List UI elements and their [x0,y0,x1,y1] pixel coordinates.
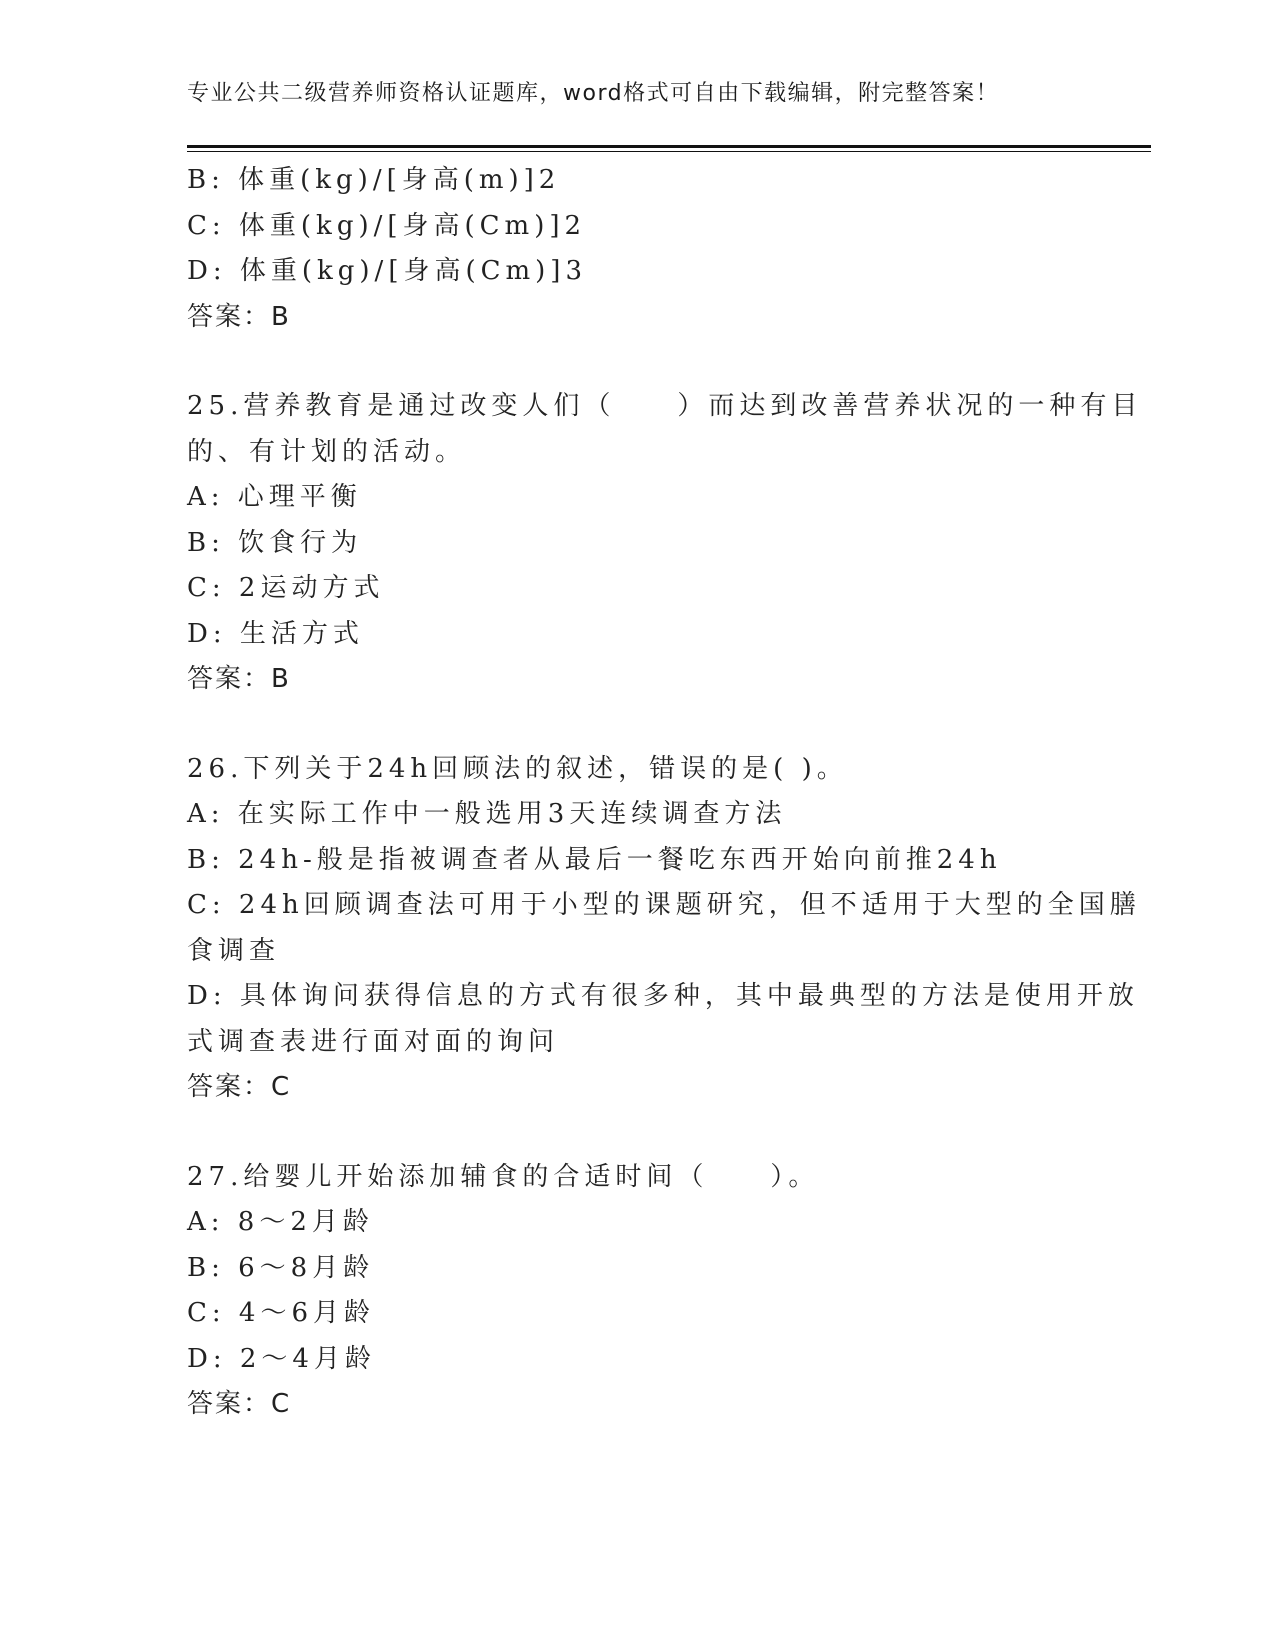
header-rule-thick [187,145,1151,148]
option-b: B: 饮食行为 [187,527,363,558]
page-header-text: 专业公共二级营养师资格认证题库，word格式可自由下载编辑，附完整答案！ [187,81,1000,106]
question-25 [187,384,1143,703]
header-rule-thin [187,151,1151,152]
answer-line: 答案：C [187,1389,292,1419]
option-d: D: 生活方式 [187,618,364,649]
question-26 [187,747,1141,1111]
option-d: D: 体重(kg)/[身高(Cm)]3 [187,256,587,286]
option-c: C: 24h回顾调查法可用于小型的课题研究，但不适用于大型的全国膳 [187,890,1141,920]
option-d-continued: 式调查表进行面对面的询问 [187,1026,560,1057]
answer-line: 答案：C [187,1072,292,1102]
question-stem: 的、有计划的活动。 [187,436,467,467]
spacer [187,703,1087,747]
option-d: D: 2～4月龄 [187,1343,376,1374]
option-d: D: 具体询问获得信息的方式有很多种，其中最典型的方法是使用开放 [187,981,1139,1011]
question-stem: 27.给婴儿开始添加辅食的合适时间（ ）。 [187,1161,820,1192]
answer-line: 答案：B [187,664,291,694]
option-b: B: 24h-般是指被调查者从最后一餐吃东西开始向前推24h [187,844,1002,875]
option-c: C: 4～6月龄 [187,1298,376,1328]
option-c: C: 体重(kg)/[身高(Cm)]2 [187,210,587,241]
spacer [187,340,1087,384]
question-stem: 25.营养教育是通过改变人们（ ）而达到改善营养状况的一种有目 [187,391,1143,421]
option-a: A: 8～2月龄 [187,1207,374,1237]
option-c: C: 2运动方式 [187,573,385,603]
spacer [187,1111,1087,1155]
option-a: A: 心理平衡 [187,482,362,512]
question-24-tail [187,158,1087,340]
question-content [187,158,1143,1428]
question-stem: 26.下列关于24h回顾法的叙述，错误的是( )。 [187,753,848,784]
option-b: B: 体重(kg)/[身高(m)]2 [187,165,561,195]
answer-line: 答案：B [187,301,291,332]
option-b: B: 6～8月龄 [187,1252,375,1283]
option-a: A: 在实际工作中一般选用3天连续调查方法 [187,799,787,829]
question-27 [187,1155,1087,1428]
option-c-continued: 食调查 [187,935,281,966]
